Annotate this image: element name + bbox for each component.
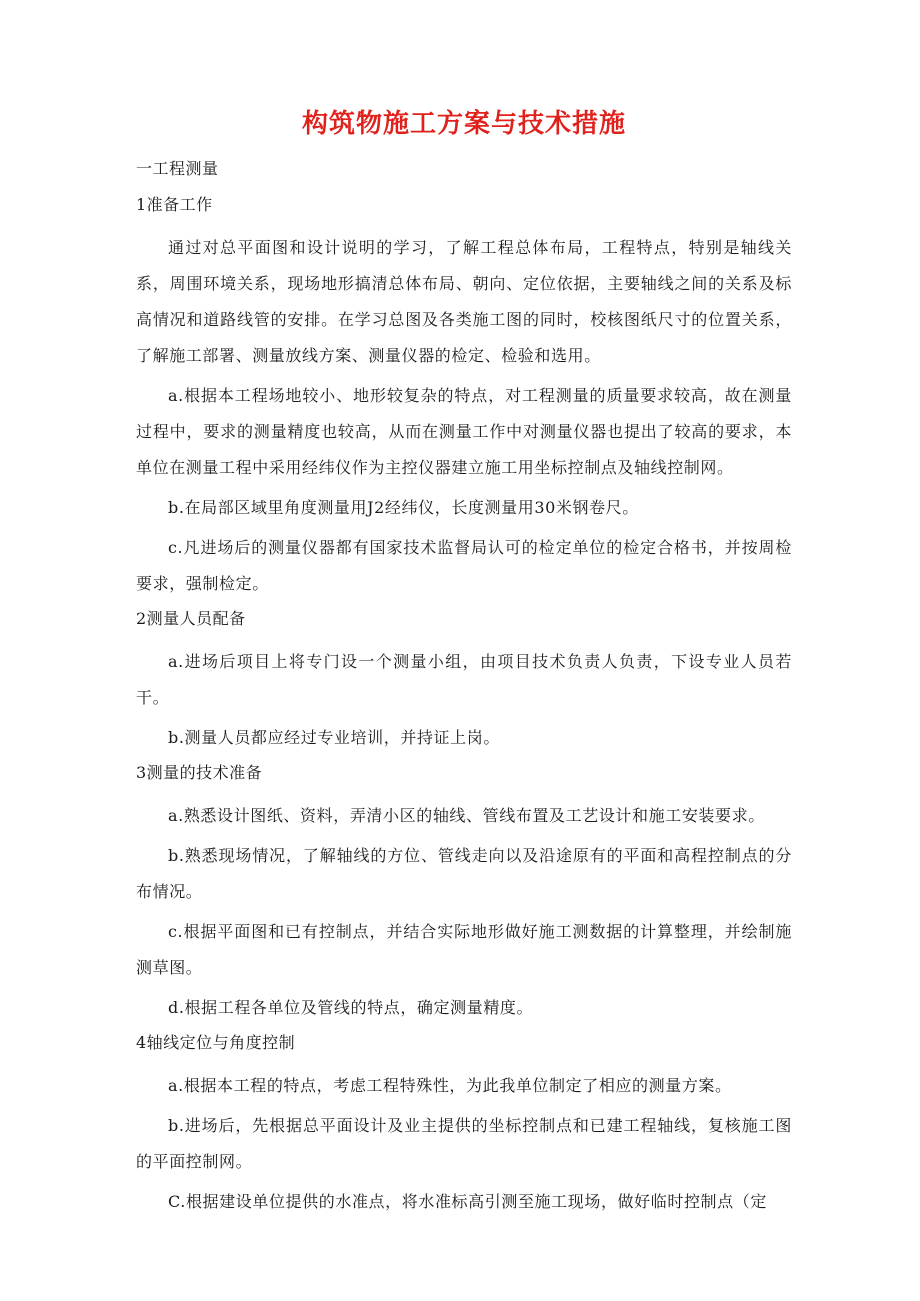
section-heading-survey: 一工程测量	[136, 159, 219, 178]
paragraph-technical-prep-b: b.熟悉现场情况，了解轴线的方位、管线走向以及沿途原有的平面和高程控制点的分布情况。	[136, 846, 792, 901]
paragraph-preparation-a: a.根据本工程场地较小、地形较复杂的特点，对工程测量的质量要求较高，故在测量过程中，要求的测量精度也较高，从而在测量工作中对测量仪器也提出了较高的要求，本单位在测量工程中采用经纬仪作为主控仪器建立施工用坐标控制点及轴线控制网。	[136, 386, 792, 477]
paragraph-staffing-a: a.进场后项目上将专门设一个测量小组，由项目技术负责人负责，下设专业人员若干。	[136, 652, 792, 707]
paragraph-staffing-b: b.测量人员都应经过专业培训，并持证上岗。	[168, 728, 500, 747]
paragraph-preparation-c: c.凡进场后的测量仪器都有国家技术监督局认可的检定单位的检定合格书，并按周检要求，强制检定。	[136, 538, 792, 593]
paragraph-axis-a: a.根据本工程的特点，考虑工程特殊性，为此我单位制定了相应的测量方案。	[168, 1076, 732, 1095]
paragraph-technical-prep-d: d.根据工程各单位及管线的特点，确定测量精度。	[168, 998, 534, 1017]
paragraph-technical-prep-c: c.根据平面图和已有控制点，并结合实际地形做好施工测数据的计算整理，并绘制施测草图。	[136, 922, 792, 977]
paragraph-preparation-intro: 通过对总平面图和设计说明的学习，了解工程总体布局，工程特点，特别是轴线关系，周围环境关系，现场地形搞清总体布局、朝向、定位依据，主要轴线之间的关系及标高情况和道路线管的安排。在学习总图及各类施工图的同时，校核图纸尺寸的位置关系，了解施工部署、测量放线方案、测量仪器的检定、检验和选用。	[136, 238, 792, 365]
paragraph-axis-b: b.进场后，先根据总平面设计及业主提供的坐标控制点和已建工程轴线，复核施工图的平面控制网。	[136, 1116, 792, 1171]
subsection-heading-staffing: 2测量人员配备	[136, 609, 246, 628]
subsection-heading-axis-positioning: 4轴线定位与角度控制	[136, 1033, 296, 1052]
paragraph-axis-c: C.根据建设单位提供的水准点，将水准标高引测至施工现场，做好临时控制点（定	[168, 1192, 767, 1211]
paragraph-technical-prep-a: a.熟悉设计图纸、资料，弄清小区的轴线、管线布置及工艺设计和施工安装要求。	[168, 806, 765, 825]
subsection-heading-preparation: 1准备工作	[136, 195, 213, 214]
document-title: 构筑物施工方案与技术措施	[301, 109, 626, 139]
paragraph-preparation-b: b.在局部区域里角度测量用J2经纬仪，长度测量用30米钢卷尺。	[168, 498, 639, 517]
subsection-heading-technical-prep: 3测量的技术准备	[136, 763, 263, 782]
